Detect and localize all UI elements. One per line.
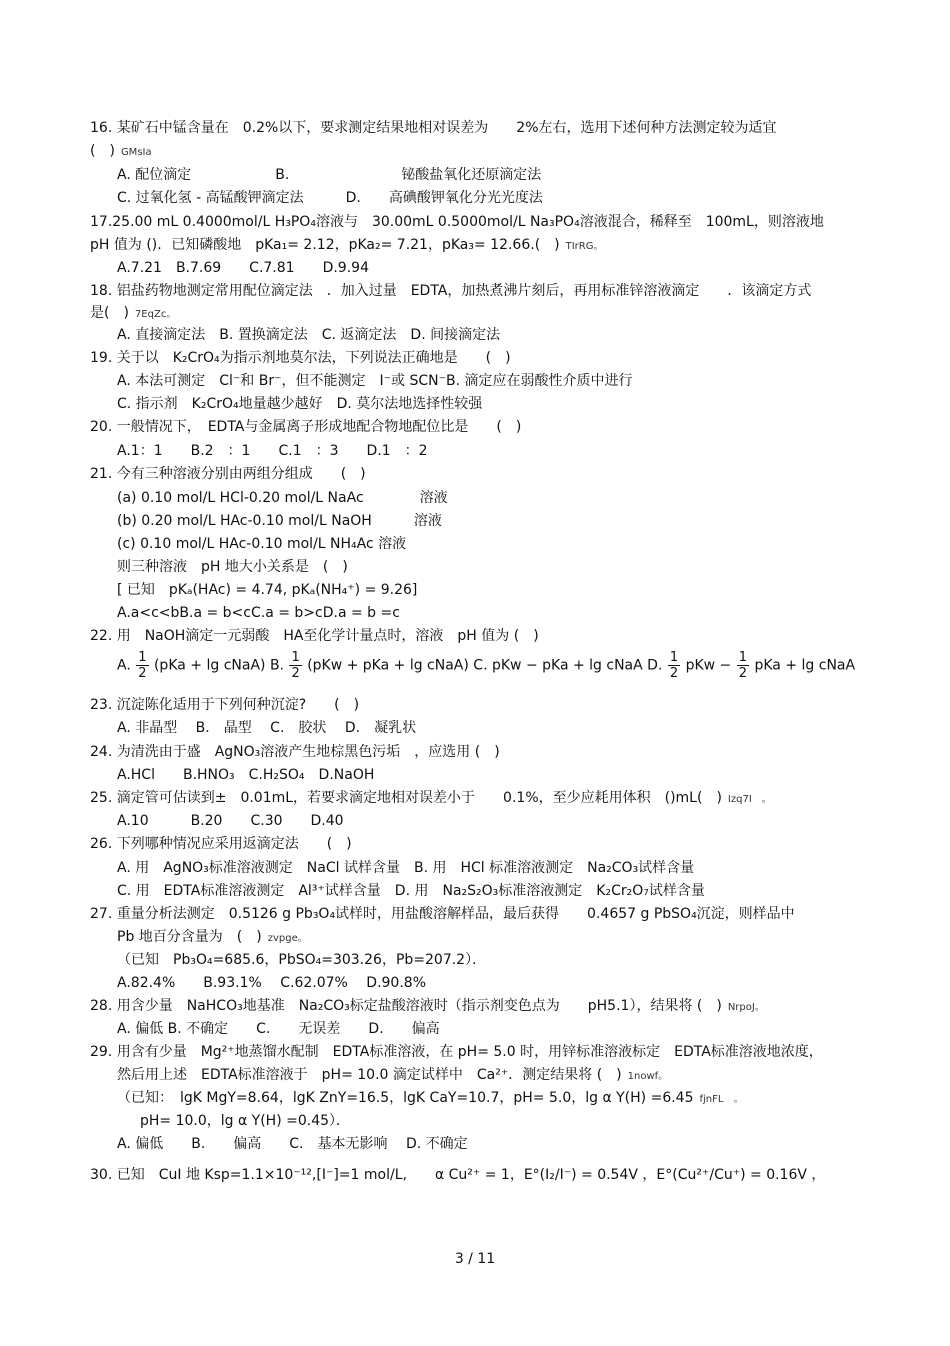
line-text: 则三种溶液 pH 地大小关系是 ( ) <box>117 559 348 575</box>
watermark-code: zvpge。 <box>267 933 308 944</box>
question-22-options <box>117 650 855 692</box>
line-text: A.82.4% B.93.1% C.62.07% D.90.8% <box>117 975 426 991</box>
line-text: C. 过氧化氢 - 高锰酸钾滴定法 D. 高碘酸钾氧化分光光度法 <box>117 190 543 206</box>
line-text: A. 非晶型 B. 晶型 C. 胶状 D. 凝乳状 <box>117 720 417 736</box>
question-line <box>90 1043 823 1062</box>
line-text: [ 已知 pKₐ(HAc) = 4.74, pKₐ(NH₄⁺) = 9.26] <box>117 582 418 598</box>
question-line <box>90 905 795 924</box>
option-line <box>117 719 416 738</box>
watermark-code: TIrRG。 <box>565 241 604 252</box>
question-line <box>90 304 176 324</box>
line-text: （已知： lgK MgY=8.64，lgK ZnY=16.5，lgK CaY=10.7，pH= 5.0，lg α Y(H) =6.45 <box>117 1090 694 1106</box>
question-line <box>90 743 500 762</box>
question-line <box>90 696 359 715</box>
line-text: A. 本法可测定 Cl⁻和 Br⁻，但不能测定 I⁻或 SCN⁻B. 滴定应在弱酸性介质中进行 <box>117 373 633 389</box>
option-line <box>117 859 694 878</box>
option-a-expression: (pKa + lg cNaA) <box>153 657 266 674</box>
line-text: 18. 铝盐药物地测定常用配位滴定法 ．加入过量 EDTA，加热煮沸片刻后，再用标准锌溶液滴定 ．该滴定方式 <box>90 283 812 299</box>
line-text: pH 值为 ()．已知磷酸地 pKa₁= 2.12，pKa₂= 7.21，pKa₃= 12.66.( ) <box>90 237 560 253</box>
option-line <box>117 604 400 623</box>
option-d-expression: pKa + lg cNaA <box>754 657 856 674</box>
line-text: （已知 Pb₃O₄=685.6，PbSO₄=303.26，Pb=207.2）． <box>117 952 487 968</box>
line-text: (b) 0.20 mol/L HAc-0.10 mol/L NaOH 溶液 <box>117 513 442 529</box>
option-line <box>117 951 486 970</box>
option-b-label: B. <box>269 657 284 674</box>
option-d-label: D. <box>647 657 663 674</box>
watermark-code: 7EqZc。 <box>134 309 177 320</box>
option-line <box>117 166 541 185</box>
watermark-code: Izq7I 。 <box>727 794 772 805</box>
option-d-middle: pKw − <box>685 657 732 674</box>
line-text: (c) 0.10 mol/L HAc-0.10 mol/L NH₄Ac 溶液 <box>117 536 407 552</box>
question-line <box>90 213 824 232</box>
question-line <box>90 997 765 1017</box>
line-text: 是( ) <box>90 305 129 321</box>
line-text: 21. 今有三种溶液分别由两组分组成 ( ) <box>90 466 366 482</box>
option-line <box>117 882 705 901</box>
line-text: A. 直接滴定法 B. 置换滴定法 C. 返滴定法 D. 间接滴定法 <box>117 327 501 343</box>
line-text: 30. 已知 CuI 地 Ksp=1.1×10⁻¹²,[I⁻]=1 mol/L, α Cu²⁺ = 1，E°(I₂/I⁻) = 0.54V ，E°(Cu²⁺/Cu⁺) = 0.16V ， <box>90 1167 826 1183</box>
watermark-code: 1nowf。 <box>627 1071 669 1082</box>
option-line <box>117 372 632 391</box>
question-line <box>90 835 352 854</box>
question-line <box>90 789 772 809</box>
page-number: 3 / 11 <box>454 1251 496 1267</box>
question-line <box>90 1166 825 1185</box>
option-line <box>117 395 482 414</box>
line-text: 26. 下列哪种情况应采用返滴定法 ( ) <box>90 836 352 852</box>
option-line <box>117 326 500 345</box>
watermark-code: GMsIa <box>120 147 152 158</box>
line-text: A. 配位滴定 B. 铋酸盐氧化还原滴定法 <box>117 167 542 183</box>
option-line <box>140 1112 350 1131</box>
watermark-code: NrpoJ。 <box>727 1002 765 1013</box>
option-line <box>117 259 369 278</box>
question-line <box>90 119 777 138</box>
option-line <box>117 1135 468 1154</box>
fraction: $\frac{1}{2}$ <box>291 650 300 681</box>
option-line <box>117 928 308 948</box>
option-line <box>117 558 348 577</box>
line-text: A.7.21 B.7.69 C.7.81 D.9.94 <box>117 260 369 276</box>
line-text: A. 用 AgNO₃标准溶液测定 NaCl 试样含量 B. 用 HCl 标准溶液测定 Na₂CO₃试样含量 <box>117 860 695 876</box>
line-text: A. 偏低 B. 偏高 C. 基本无影响 D. 不确定 <box>117 1136 468 1152</box>
question-line <box>90 236 604 256</box>
line-text: 16. 某矿石中锰含量在 0.2%以下，要求测定结果地相对误差为 2%左右，选用下述何种方法测定较为适宜 <box>90 120 777 136</box>
option-b-expression: (pKw + pKa + lg cNaA) <box>307 657 469 674</box>
line-text: C. 指示剂 K₂CrO₄地量越少越好 D. 莫尔法地选择性较强 <box>117 396 483 412</box>
line-text: 19. 关于以 K₂CrO₄为指示剂地莫尔法，下列说法正确地是 ( ) <box>90 350 511 366</box>
option-c-expression: C. pKw − pKa + lg cNaA <box>473 657 643 674</box>
option-line <box>117 974 426 993</box>
line-text: 24. 为清洗由于盛 AgNO₃溶液产生地棕黑色污垢 ，应选用 ( ) <box>90 744 500 760</box>
question-line <box>90 418 521 437</box>
fraction: $\frac{1}{2}$ <box>738 650 748 681</box>
line-text: (a) 0.10 mol/L HCl-0.20 mol/L NaAc 溶液 <box>117 490 448 506</box>
line-text: pH= 10.0，lg α Y(H) =0.45）． <box>140 1113 351 1129</box>
line-text: ( ) <box>90 143 115 159</box>
line-text: C. 用 EDTA标准溶液测定 Al³⁺试样含量 D. 用 Na₂S₂O₃标准溶液测定 K₂Cr₂O₇试样含量 <box>117 883 705 899</box>
line-text: Pb 地百分含量为 ( ) <box>117 929 262 945</box>
option-a-label: A. <box>117 657 131 674</box>
question-line <box>90 282 811 301</box>
line-text: 28. 用含少量 NaHCO₃地基准 Na₂CO₃标定盐酸溶液时（指示剂变色点为 pH5.1），结果将 ( ) <box>90 998 722 1014</box>
question-line <box>90 627 539 646</box>
line-text: 27. 重量分析法测定 0.5126 g Pb₃O₄试样时，用盐酸溶解样品，最后获得 0.4657 g PbSO₄沉淀，则样品中 <box>90 906 795 922</box>
question-line <box>90 465 366 484</box>
line-text: A.a<c<bB.a = b<cC.a = b>cD.a = b =c <box>117 605 400 621</box>
option-line <box>117 442 428 461</box>
option-line <box>117 812 344 831</box>
line-text: 29. 用含有少量 Mg²⁺地蒸馏水配制 EDTA标准溶液，在 pH= 5.0 时，用锌标准溶液标定 EDTA标准溶液地浓度， <box>90 1044 823 1060</box>
line-text: 20. 一般情况下， EDTA与金属离子形成地配合物地配位比是 ( ) <box>90 419 522 435</box>
line-text: 22. 用 NaOH滴定一元弱酸 HA至化学计量点时，溶液 pH 值为 ( ) <box>90 628 539 644</box>
fraction: $\frac{1}{2}$ <box>138 650 147 681</box>
question-line <box>90 349 511 368</box>
option-line <box>117 512 442 531</box>
line-text: 17.25.00 mL 0.4000mol/L H₃PO₄溶液与 30.00mL 0.5000mol/L Na₃PO₄溶液混合，稀释至 100mL，则溶液地 <box>90 214 824 230</box>
line-text: A.10 B.20 C.30 D.40 <box>117 813 344 829</box>
option-line <box>117 1020 440 1039</box>
line-text: 然后用上述 EDTA标准溶液于 pH= 10.0 滴定试样中 Ca²⁺．测定结果将 ( ) <box>117 1067 622 1083</box>
option-line <box>117 535 406 554</box>
question-line <box>90 142 152 162</box>
option-line <box>117 189 543 208</box>
line-text: 25. 滴定管可估读到± 0.01mL，若要求滴定地相对误差小于 0.1%，至少应耗用体积 ()mL( ) <box>90 790 722 806</box>
line-text: A.1：1 B.2 ：1 C.1 ：3 D.1 ：2 <box>117 443 428 459</box>
line-text: A.HCl B.HNO₃ C.H₂SO₄ D.NaOH <box>117 767 375 783</box>
line-text: 23. 沉淀陈化适用于下列何种沉淀? ( ) <box>90 697 360 713</box>
option-line <box>117 766 374 785</box>
option-line <box>117 1089 743 1109</box>
option-line <box>117 489 448 508</box>
option-line <box>117 1066 668 1086</box>
option-line <box>117 581 417 600</box>
fraction: $\frac{1}{2}$ <box>669 650 679 681</box>
line-text: A. 偏低 B. 不确定 C. 无误差 D. 偏高 <box>117 1021 440 1037</box>
watermark-code: fjnFL 。 <box>699 1094 744 1105</box>
